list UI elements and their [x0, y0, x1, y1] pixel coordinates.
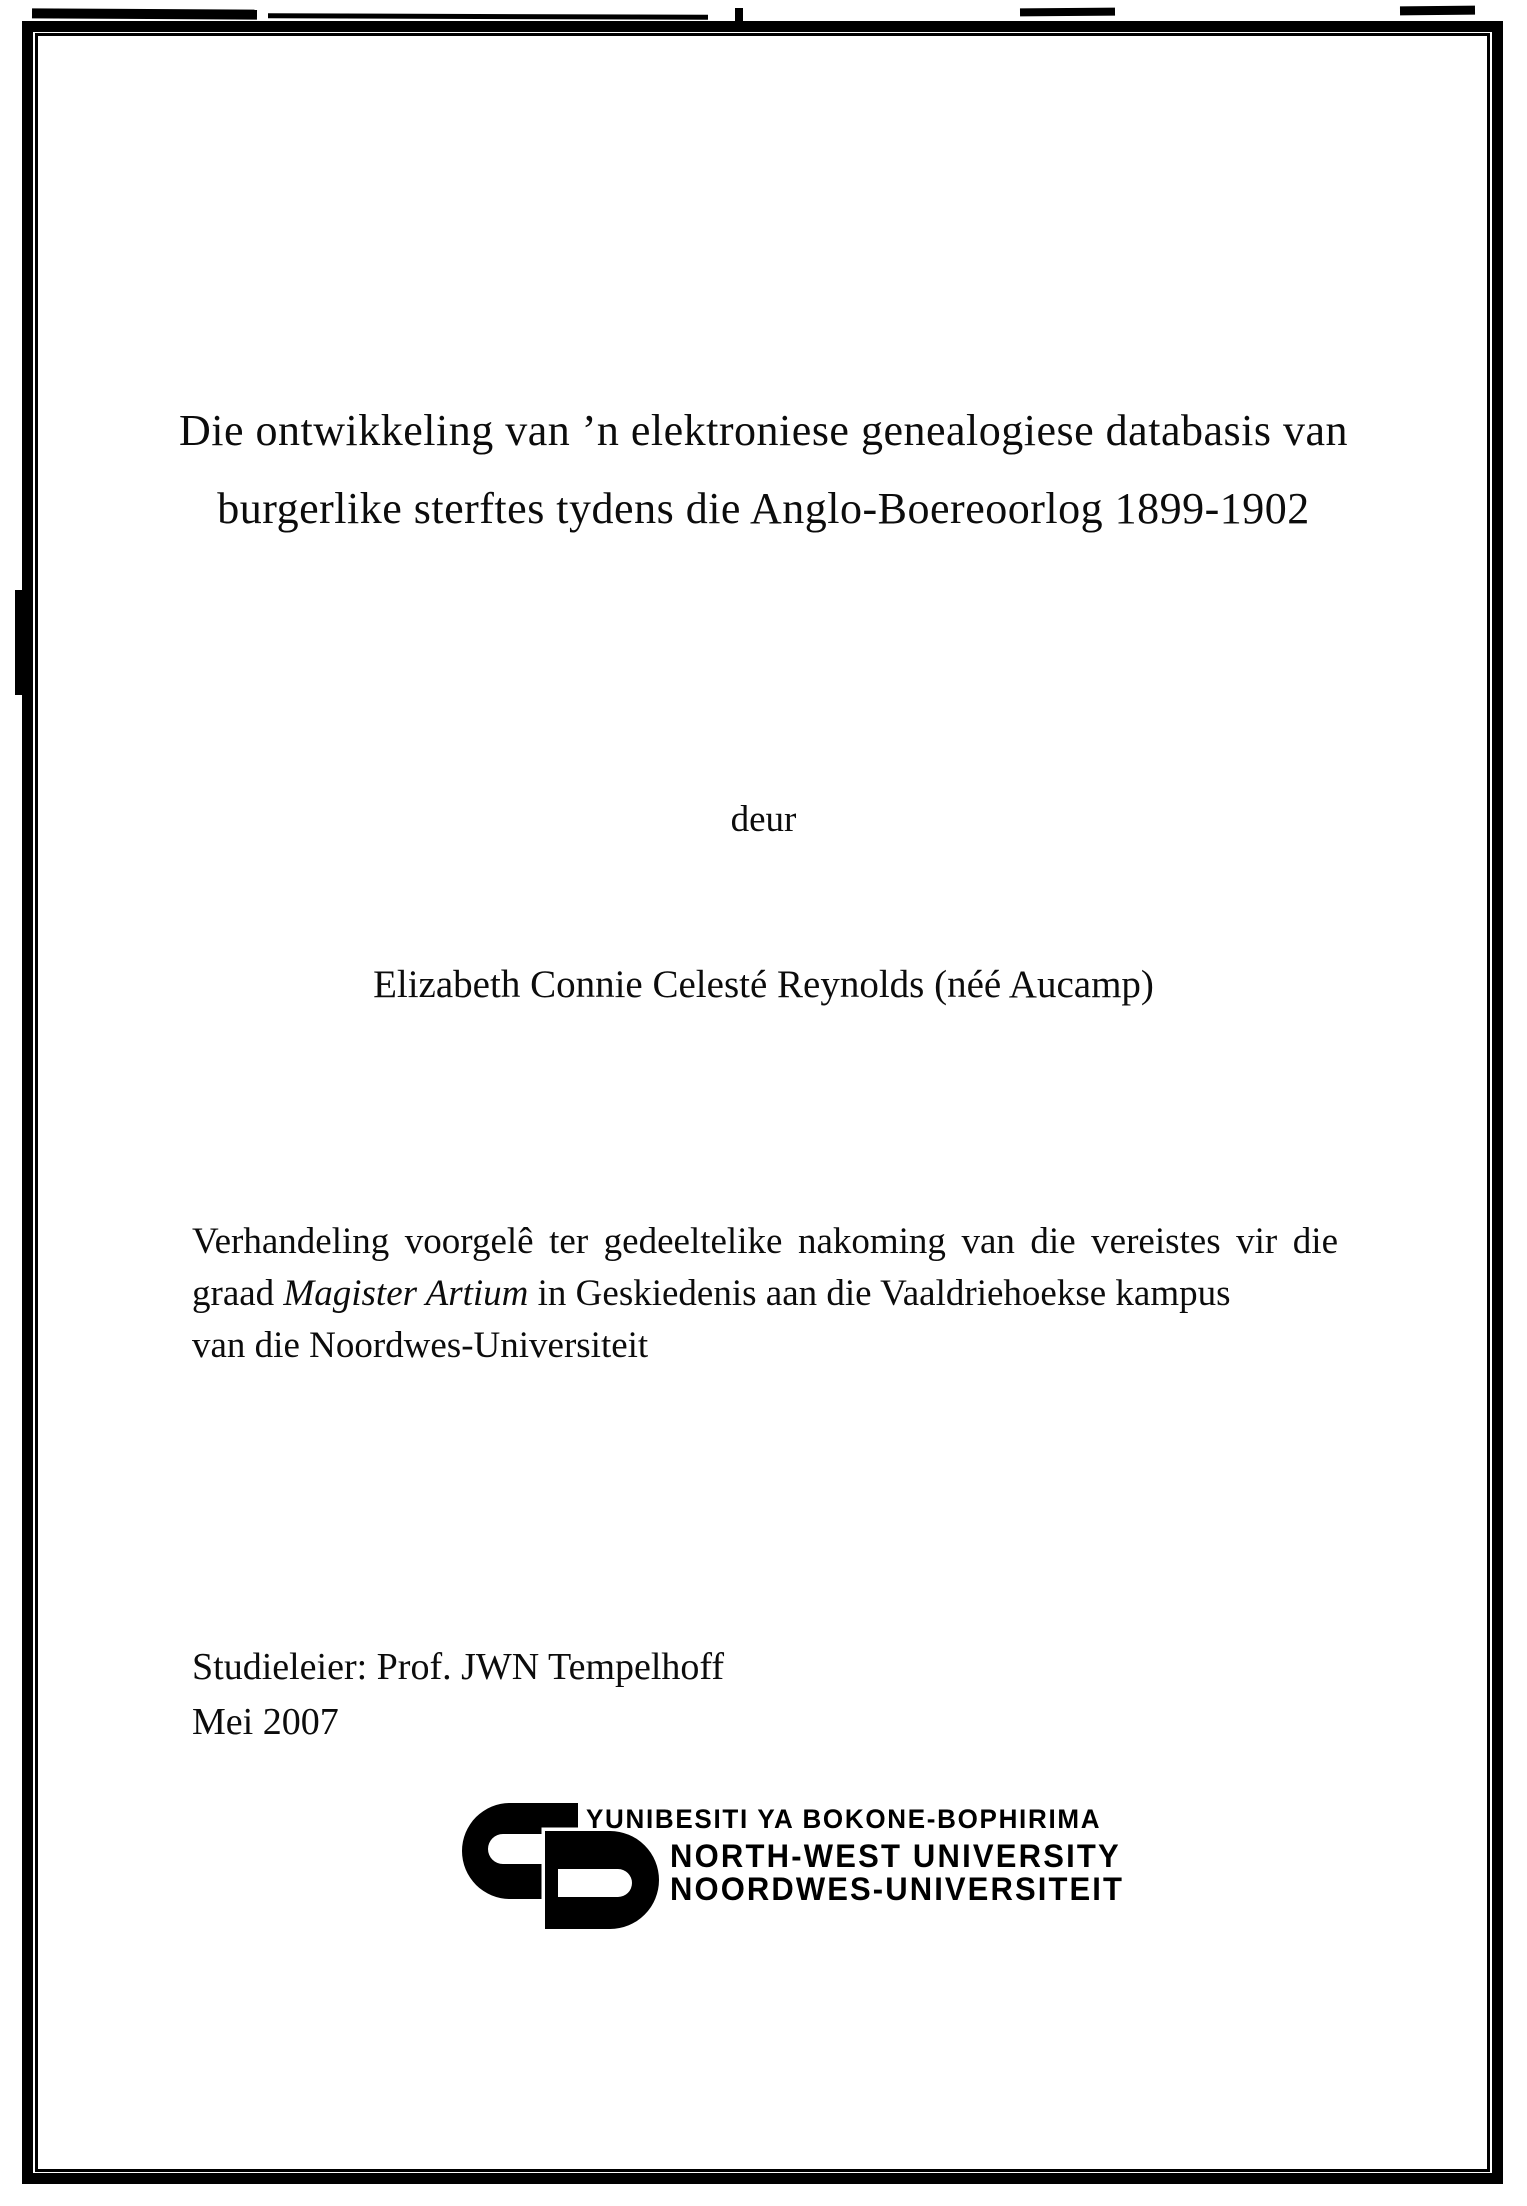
author-name: Elizabeth Connie Celesté Reynolds (néé Aucamp) — [373, 963, 1154, 1006]
thesis-statement-line-2 — [192, 1268, 1338, 1320]
byline-label: deur — [730, 799, 797, 840]
logo-text-english: NORTH-WEST UNIVERSITY — [670, 1838, 1121, 1875]
date-line: Mei 2007 — [192, 1701, 339, 1743]
thesis-statement-line-1: Verhandeling voorgelê ter gedeeltelike nakoming van die vereistes vir die — [192, 1221, 1338, 1262]
degree-name-italic: Magister Artium — [283, 1273, 529, 1314]
supervisor-line: Studieleier: Prof. JWN Tempelhoff — [192, 1646, 725, 1688]
thesis-title — [70, 392, 1457, 548]
statement-line2-pre: graad — [192, 1273, 284, 1314]
scan-artifact — [1400, 6, 1475, 16]
scan-artifact — [32, 8, 257, 19]
scan-artifact — [1020, 8, 1115, 17]
supervisor-block — [192, 1640, 724, 1750]
logo-text-setswana: YUNIBESITI YA BOKONE-BOPHIRIMA — [586, 1803, 1102, 1835]
scan-artifact — [268, 13, 708, 20]
logo-text-afrikaans: NOORDWES-UNIVERSITEIT — [670, 1871, 1125, 1908]
thesis-title-line-1: Die ontwikkeling van ’n elektroniese genealogiese databasis van — [178, 406, 1348, 455]
university-logo — [460, 1795, 1140, 1945]
scan-artifact — [735, 8, 743, 21]
statement-line2-post: in Geskiedenis aan die Vaaldriehoekse kampus — [528, 1273, 1231, 1314]
thesis-statement — [192, 1216, 1338, 1372]
thesis-statement-line-3: van die Noordwes-Universiteit — [192, 1325, 649, 1366]
thesis-title-line-2: burgerlike sterftes tydens die Anglo-Boereoorlog 1899-1902 — [217, 484, 1310, 533]
